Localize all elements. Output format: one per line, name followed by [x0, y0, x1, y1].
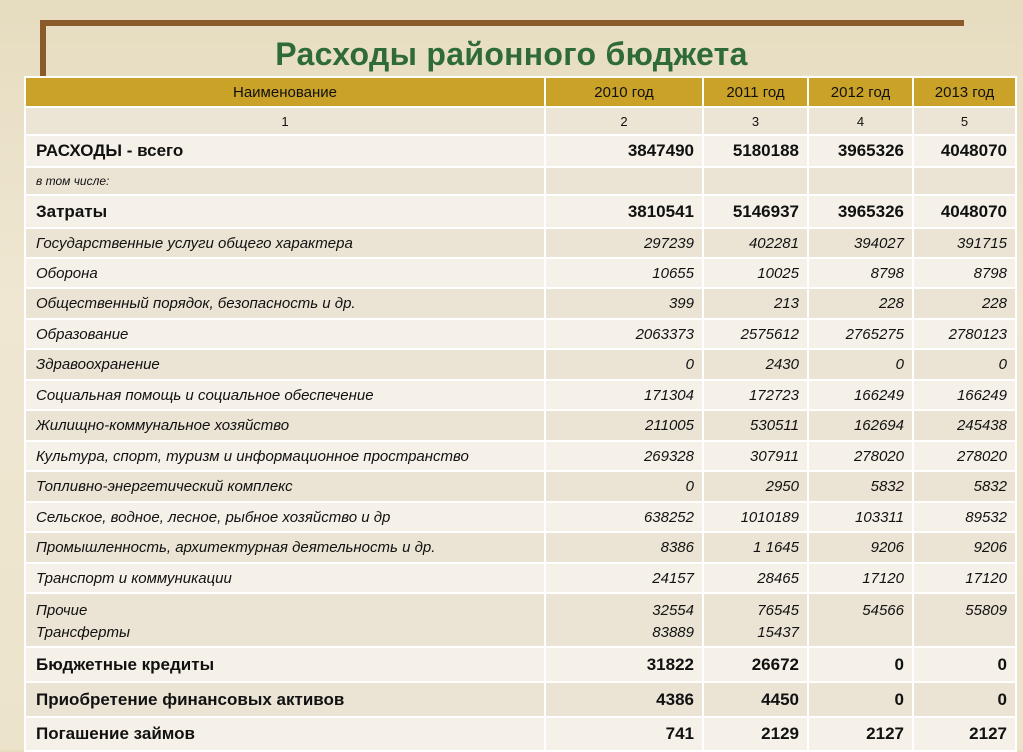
cell-2011: 26672 [703, 647, 808, 682]
cell-2012: 103311 [808, 502, 913, 532]
cell-2012: 3965326 [808, 195, 913, 228]
cell-2013: 17120 [913, 563, 1016, 593]
table-row [25, 349, 1016, 380]
cell-line: 55809 [965, 602, 1007, 619]
cell-2013: 391715 [913, 228, 1016, 258]
cell-2012: 0 [808, 682, 913, 717]
cell-2010: 3810541 [545, 195, 703, 228]
table-row-including [25, 167, 1016, 195]
cell-2010: 10655 [545, 258, 703, 288]
page-title: Расходы районного бюджета [275, 36, 748, 72]
table-row [25, 471, 1016, 502]
cell-2013: 5832 [913, 471, 1016, 502]
cell-2010: 211005 [545, 410, 703, 441]
row-label: РАСХОДЫ - всего [25, 135, 545, 167]
budget-table [24, 76, 1017, 752]
table-row-financial-assets [25, 682, 1016, 717]
row-label: в том числе: [25, 167, 545, 195]
column-number: 2 [545, 107, 703, 135]
cell-2010: 638252 [545, 502, 703, 532]
table-row [25, 532, 1016, 563]
cell-2012: 17120 [808, 563, 913, 593]
table-row [25, 258, 1016, 288]
cell-2013: 8798 [913, 258, 1016, 288]
cell-2013: 166249 [913, 380, 1016, 410]
cell-2011: 4450 [703, 682, 808, 717]
cell-2013: 89532 [913, 502, 1016, 532]
cell-2011 [703, 167, 808, 195]
cell-2012: 5832 [808, 471, 913, 502]
row-label: Жилищно-коммунальное хозяйство [25, 410, 545, 441]
row-label: Погашение займов [25, 717, 545, 751]
cell-2012: 2127 [808, 717, 913, 751]
header-2012: 2012 год [808, 77, 913, 107]
cell-2011: 172723 [703, 380, 808, 410]
cell-2011: 28465 [703, 563, 808, 593]
cell-2010: 269328 [545, 441, 703, 471]
cell-2013: 4048070 [913, 195, 1016, 228]
table-row [25, 441, 1016, 471]
row-label: Образование [25, 319, 545, 349]
cell-2013: 2127 [913, 717, 1016, 751]
row-label: Социальная помощь и социальное обеспечение [25, 380, 545, 410]
table-row-total-expenses [25, 135, 1016, 167]
table-row-loan-repayment [25, 717, 1016, 751]
cell-2013: 0 [913, 349, 1016, 380]
cell-line: 76545 [757, 602, 799, 619]
cell-2011: 2129 [703, 717, 808, 751]
cell-2011 [703, 593, 808, 647]
cell-2011: 1010189 [703, 502, 808, 532]
cell-2011: 307911 [703, 441, 808, 471]
cell-line: 54566 [862, 602, 904, 619]
table-row [25, 319, 1016, 349]
cell-2012: 2765275 [808, 319, 913, 349]
cell-2012: 394027 [808, 228, 913, 258]
cell-2010: 399 [545, 288, 703, 319]
cell-2010: 171304 [545, 380, 703, 410]
row-label: Оборона [25, 258, 545, 288]
cell-2010: 741 [545, 717, 703, 751]
cell-2013: 278020 [913, 441, 1016, 471]
column-number: 1 [25, 107, 545, 135]
cell-line: 83889 [652, 624, 694, 641]
cell-2012 [808, 593, 913, 647]
table-row [25, 228, 1016, 258]
row-label: Государственные услуги общего характера [25, 228, 545, 258]
row-label-line: Прочие [36, 602, 88, 619]
cell-2013: 245438 [913, 410, 1016, 441]
header-2013: 2013 год [913, 77, 1016, 107]
cell-2011: 1 1645 [703, 532, 808, 563]
cell-2010: 2063373 [545, 319, 703, 349]
cell-2010: 4386 [545, 682, 703, 717]
cell-2010: 3847490 [545, 135, 703, 167]
row-label: Промышленность, архитектурная деятельность и др. [25, 532, 545, 563]
cell-2012: 8798 [808, 258, 913, 288]
row-label: Общественный порядок, безопасность и др. [25, 288, 545, 319]
table-row [25, 410, 1016, 441]
row-label: Культура, спорт, туризм и информационное пространство [25, 441, 545, 471]
cell-2013 [913, 593, 1016, 647]
cell-line: 15437 [757, 624, 799, 641]
cell-2011: 10025 [703, 258, 808, 288]
cell-2012: 0 [808, 647, 913, 682]
cell-2013: 228 [913, 288, 1016, 319]
cell-2011: 2430 [703, 349, 808, 380]
cell-2012: 228 [808, 288, 913, 319]
cell-2013: 4048070 [913, 135, 1016, 167]
cell-line: 32554 [652, 602, 694, 619]
cell-2013: 9206 [913, 532, 1016, 563]
column-number: 5 [913, 107, 1016, 135]
cell-2011: 213 [703, 288, 808, 319]
cell-2011: 2575612 [703, 319, 808, 349]
table-row [25, 380, 1016, 410]
cell-2011: 530511 [703, 410, 808, 441]
row-label [25, 593, 545, 647]
table-row [25, 502, 1016, 532]
row-label: Приобретение финансовых активов [25, 682, 545, 717]
header-row [25, 77, 1016, 107]
cell-2013: 0 [913, 647, 1016, 682]
cell-2012: 166249 [808, 380, 913, 410]
cell-2012: 9206 [808, 532, 913, 563]
cell-2012: 278020 [808, 441, 913, 471]
row-label-line: Трансферты [36, 624, 131, 641]
decorative-frame-top [40, 20, 964, 26]
table-row-costs [25, 195, 1016, 228]
cell-2010: 297239 [545, 228, 703, 258]
header-name: Наименование [25, 77, 545, 107]
cell-2010: 8386 [545, 532, 703, 563]
cell-2013 [913, 167, 1016, 195]
cell-2012: 0 [808, 349, 913, 380]
row-label: Здравоохранение [25, 349, 545, 380]
cell-2012: 3965326 [808, 135, 913, 167]
cell-2010: 24157 [545, 563, 703, 593]
row-label: Бюджетные кредиты [25, 647, 545, 682]
row-label: Транспорт и коммуникации [25, 563, 545, 593]
cell-2010: 31822 [545, 647, 703, 682]
cell-2013: 2780123 [913, 319, 1016, 349]
cell-2011: 5146937 [703, 195, 808, 228]
table-row [25, 288, 1016, 319]
cell-2013: 0 [913, 682, 1016, 717]
column-number: 4 [808, 107, 913, 135]
cell-2010 [545, 593, 703, 647]
cell-2010: 0 [545, 349, 703, 380]
cell-2010 [545, 167, 703, 195]
table-row-other-transfers [25, 593, 1016, 647]
row-label: Топливно-энергетический комплекс [25, 471, 545, 502]
column-number: 3 [703, 107, 808, 135]
cell-2011: 402281 [703, 228, 808, 258]
cell-2012: 162694 [808, 410, 913, 441]
cell-2012 [808, 167, 913, 195]
cell-2011: 2950 [703, 471, 808, 502]
row-label: Сельское, водное, лесное, рыбное хозяйство и др [25, 502, 545, 532]
table-row [25, 563, 1016, 593]
header-2010: 2010 год [545, 77, 703, 107]
header-2011: 2011 год [703, 77, 808, 107]
column-number-row [25, 107, 1016, 135]
row-label: Затраты [25, 195, 545, 228]
table-row-budget-credits [25, 647, 1016, 682]
cell-2010: 0 [545, 471, 703, 502]
cell-2011: 5180188 [703, 135, 808, 167]
